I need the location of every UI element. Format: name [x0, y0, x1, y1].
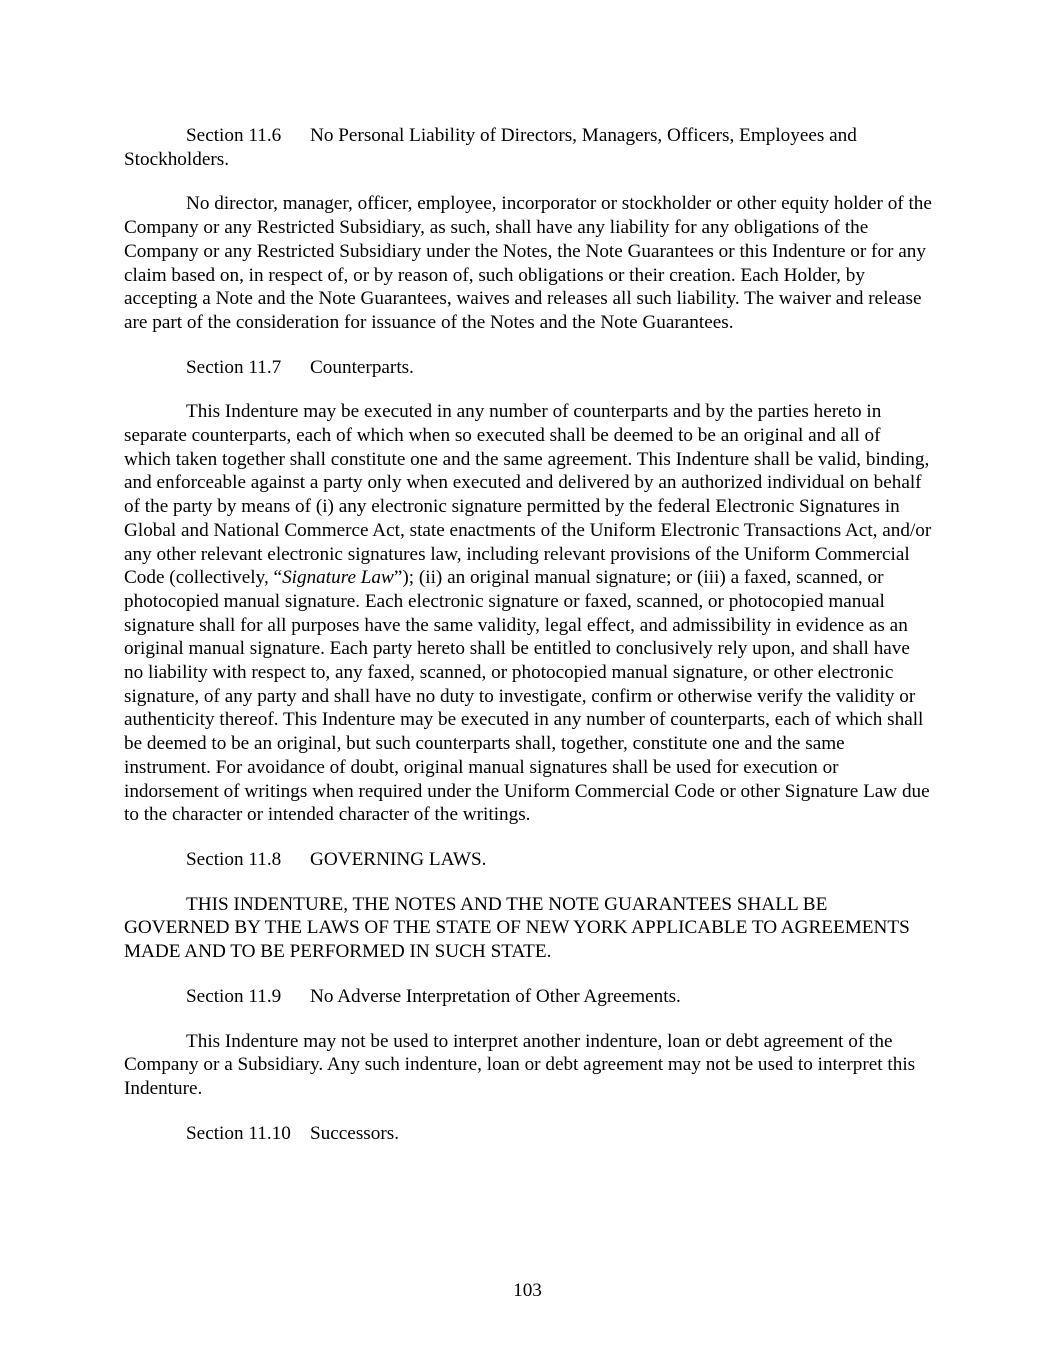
section-title: Successors. — [310, 1122, 399, 1144]
body-text: ”); (ii) an original manual signature; or (iii) a faxed, scanned, or photocopied manual signature. Each electronic signature or faxed, scanned, or photocopied manual signature shall for all purposes have the same validity, legal effect, and admissibility in evidence as an original manual signature. Each party hereto shall be entitled to conclusively rely upon, and shall have no liability with respect to, any faxed, scanned, or photocopied manual signature, or other electronic signature, of any party and shall have no duty to investigate, confirm or otherwise verify the validity or authenticity thereof. This Indenture may be executed in any number of counterparts, each of which shall be deemed to be an original, but such counterparts shall, together, constitute one and the same instrument. For avoidance of doubt, original manual signatures shall be used for execution or indorsement of writings when required under the Uniform Commercial Code or other Signature Law due to the character or intended character of the writings. — [124, 567, 930, 826]
section-title: GOVERNING LAWS. — [310, 848, 487, 870]
section-title: No Adverse Interpretation of Other Agreements. — [310, 985, 681, 1007]
section-number: Section 11.6 — [186, 125, 282, 146]
section-11-9-heading — [124, 985, 932, 1009]
section-11-8-body: THIS INDENTURE, THE NOTES AND THE NOTE GUARANTEES SHALL BE GOVERNED BY THE LAWS OF THE STATE OF NEW YORK APPLICABLE TO AGREEMENTS MADE AND TO BE PERFORMED IN SUCH STATE. — [124, 893, 910, 963]
section-number: Section 11.9 — [186, 985, 282, 1007]
section-11-8-heading — [124, 848, 932, 872]
document-page — [124, 124, 932, 1166]
body-text: This Indenture may be executed in any number of counterparts and by the parties hereto in separate counterparts, each of which when so executed shall be deemed to be an original and all of which taken together shall constitute one and the same agreement. This Indenture shall be valid, binding, and enforceable against a party only when executed and delivered by an authorized individual on behalf of the party by means of (i) any electronic signature permitted by the federal Electronic Signatures in Global and National Commerce Act, state enactments of the Uniform Electronic Transactions Act, and/or any other relevant electronic signatures law, including relevant provisions of the Uniform Commercial Code (collectively, “ — [124, 401, 932, 589]
section-number: Section 11.8 — [186, 848, 282, 870]
defined-term: Signature Law — [282, 567, 394, 589]
section-11-6-heading — [124, 124, 932, 171]
section-number: Section 11.7 — [186, 356, 282, 378]
section-11-6-body: No director, manager, officer, employee, incorporator or stockholder or other equity holder of the Company or any Restricted Subsidiary, as such, shall have any liability for any obligations of the Company or any Restricted Subsidiary under the Notes, the Note Guarantees or this Indenture or for any claim based on, in respect of, or by reason of, such obligations or their creation. Each Holder, by accepting a Note and the Note Guarantees, waives and releases all such liability. The waiver and release are part of the consideration for issuance of the Notes and the Note Guarantees. — [124, 193, 932, 333]
section-number: Section 11.10 — [186, 1122, 291, 1144]
section-11-9-body: This Indenture may not be used to interpret another indenture, loan or debt agreement of the Company or a Subsidiary. Any such indenture, loan or debt agreement may not be used to interpret this Indenture. — [124, 1030, 916, 1099]
page-number: 103 — [513, 1280, 542, 1301]
section-11-7-heading — [124, 356, 932, 380]
section-11-10-heading — [124, 1122, 932, 1146]
section-title: Counterparts. — [310, 356, 414, 378]
section-11-7-body — [124, 400, 932, 827]
section-title: No Personal Liability of Directors, Managers, Officers, Employees and Stockholders. — [124, 125, 857, 170]
